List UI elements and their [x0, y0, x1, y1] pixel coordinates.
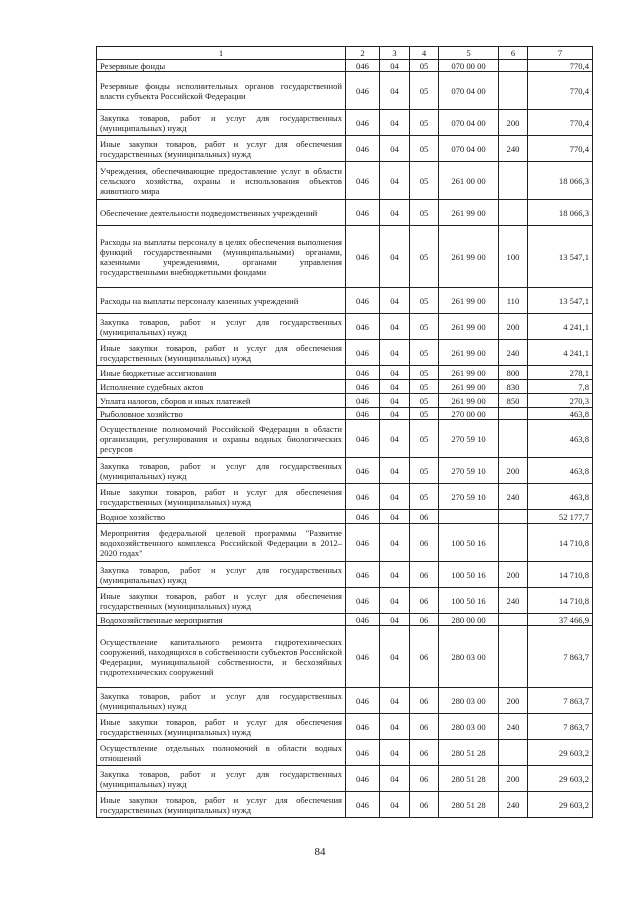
row-code-admin: 046	[346, 408, 380, 420]
row-name: Уплата налогов, сборов и иных платежей	[97, 394, 346, 408]
row-code-target: 270 59 10	[439, 484, 499, 510]
row-name: Закупка товаров, работ и услуг для государственных (муниципальных) нужд	[97, 458, 346, 484]
header-cell-4: 4	[410, 47, 439, 60]
table-row	[97, 740, 593, 766]
row-amount: 7 863,7	[528, 626, 593, 688]
row-code-expense-type: 200	[499, 110, 528, 136]
row-code-admin: 046	[346, 72, 380, 110]
row-code-expense-type: 110	[499, 288, 528, 314]
table-row	[97, 484, 593, 510]
row-code-subsection: 06	[410, 766, 439, 792]
document-page	[96, 46, 592, 818]
row-code-admin: 046	[346, 484, 380, 510]
row-amount: 770,4	[528, 136, 593, 162]
table-row	[97, 408, 593, 420]
row-code-subsection: 05	[410, 458, 439, 484]
row-code-target: 261 99 00	[439, 288, 499, 314]
row-code-admin: 046	[346, 766, 380, 792]
row-code-target: 261 99 00	[439, 314, 499, 340]
row-code-subsection: 05	[410, 484, 439, 510]
row-amount: 4 241,1	[528, 314, 593, 340]
row-code-section: 04	[380, 588, 410, 614]
table-row	[97, 380, 593, 394]
row-name: Иные закупки товаров, работ и услуг для обеспечения государственных (муниципальных) нужд	[97, 792, 346, 818]
row-code-subsection: 06	[410, 714, 439, 740]
row-code-subsection: 06	[410, 510, 439, 524]
row-code-admin: 046	[346, 366, 380, 380]
row-code-expense-type: 200	[499, 314, 528, 340]
row-code-subsection: 06	[410, 688, 439, 714]
row-name: Осуществление капитального ремонта гидротехнических сооружений, находящихся в собственности субъектов Российской Федерации, муниципальной собственности, и бесхозяйных гидротехнических сооружений	[97, 626, 346, 688]
row-code-subsection: 05	[410, 200, 439, 226]
row-name: Иные закупки товаров, работ и услуг для обеспечения государственных (муниципальных) нужд	[97, 340, 346, 366]
row-code-admin: 046	[346, 288, 380, 314]
table-row	[97, 288, 593, 314]
row-amount: 770,4	[528, 72, 593, 110]
table-row	[97, 366, 593, 380]
row-code-target: 280 00 00	[439, 614, 499, 626]
row-amount: 18 066,3	[528, 162, 593, 200]
table-row	[97, 110, 593, 136]
row-name: Закупка товаров, работ и услуг для государственных (муниципальных) нужд	[97, 562, 346, 588]
row-code-subsection: 06	[410, 588, 439, 614]
table-row	[97, 614, 593, 626]
row-code-target	[439, 510, 499, 524]
row-code-target: 280 51 28	[439, 766, 499, 792]
row-amount: 463,8	[528, 408, 593, 420]
row-name: Осуществление полномочий Российской Федерации в области организации, регулирования и охраны водных биологических ресурсов	[97, 420, 346, 458]
row-name: Резервные фонды исполнительных органов государственной власти субъекта Российской Федерации	[97, 72, 346, 110]
row-code-section: 04	[380, 314, 410, 340]
table-row	[97, 340, 593, 366]
row-code-admin: 046	[346, 588, 380, 614]
table-row	[97, 714, 593, 740]
row-code-expense-type	[499, 420, 528, 458]
row-amount: 52 177,7	[528, 510, 593, 524]
row-code-subsection: 05	[410, 380, 439, 394]
row-code-expense-type	[499, 510, 528, 524]
header-row	[97, 47, 593, 60]
table-row	[97, 72, 593, 110]
row-code-section: 04	[380, 766, 410, 792]
row-amount: 770,4	[528, 110, 593, 136]
row-name: Закупка товаров, работ и услуг для государственных (муниципальных) нужд	[97, 766, 346, 792]
row-code-expense-type	[499, 626, 528, 688]
row-code-admin: 046	[346, 340, 380, 366]
row-amount: 278,1	[528, 366, 593, 380]
row-name: Водное хозяйство	[97, 510, 346, 524]
row-code-subsection: 05	[410, 72, 439, 110]
row-code-expense-type	[499, 200, 528, 226]
row-code-section: 04	[380, 408, 410, 420]
row-code-target: 100 50 16	[439, 524, 499, 562]
row-code-expense-type	[499, 614, 528, 626]
row-name: Закупка товаров, работ и услуг для государственных (муниципальных) нужд	[97, 688, 346, 714]
row-code-target: 261 99 00	[439, 394, 499, 408]
row-code-section: 04	[380, 340, 410, 366]
row-code-expense-type: 830	[499, 380, 528, 394]
row-code-target: 261 99 00	[439, 340, 499, 366]
row-code-subsection: 05	[410, 288, 439, 314]
row-amount: 463,8	[528, 458, 593, 484]
row-amount: 29 603,2	[528, 792, 593, 818]
row-code-target: 280 03 00	[439, 714, 499, 740]
row-code-subsection: 05	[410, 314, 439, 340]
row-code-section: 04	[380, 524, 410, 562]
row-code-subsection: 05	[410, 226, 439, 288]
row-code-subsection: 05	[410, 162, 439, 200]
row-amount: 14 710,8	[528, 588, 593, 614]
row-code-section: 04	[380, 626, 410, 688]
row-code-subsection: 06	[410, 740, 439, 766]
row-code-admin: 046	[346, 562, 380, 588]
row-amount: 7 863,7	[528, 688, 593, 714]
row-code-target: 270 59 10	[439, 420, 499, 458]
table-row	[97, 226, 593, 288]
row-code-admin: 046	[346, 200, 380, 226]
row-code-expense-type: 240	[499, 484, 528, 510]
row-code-subsection: 06	[410, 626, 439, 688]
row-code-target: 100 50 16	[439, 562, 499, 588]
table-row	[97, 626, 593, 688]
row-code-subsection: 05	[410, 394, 439, 408]
row-amount: 7,8	[528, 380, 593, 394]
row-code-admin: 046	[346, 110, 380, 136]
row-name: Иные закупки товаров, работ и услуг для обеспечения государственных (муниципальных) нужд	[97, 484, 346, 510]
row-code-section: 04	[380, 688, 410, 714]
row-code-expense-type: 800	[499, 366, 528, 380]
row-code-section: 04	[380, 366, 410, 380]
row-code-target: 261 99 00	[439, 366, 499, 380]
row-amount: 270,3	[528, 394, 593, 408]
header-cell-7: 7	[528, 47, 593, 60]
row-name: Расходы на выплаты персоналу казенных учреждений	[97, 288, 346, 314]
row-code-subsection: 05	[410, 60, 439, 72]
row-code-admin: 046	[346, 314, 380, 340]
row-code-target: 070 04 00	[439, 110, 499, 136]
row-code-admin: 046	[346, 420, 380, 458]
row-name: Учреждения, обеспечивающие предоставление услуг в области сельского хозяйства, охраны и использования объектов животного мира	[97, 162, 346, 200]
row-code-admin: 046	[346, 394, 380, 408]
page-number: 84	[314, 846, 326, 858]
row-code-subsection: 06	[410, 792, 439, 818]
row-name: Иные закупки товаров, работ и услуг для обеспечения государственных (муниципальных) нужд	[97, 588, 346, 614]
row-code-section: 04	[380, 562, 410, 588]
table-row	[97, 60, 593, 72]
row-amount: 29 603,2	[528, 766, 593, 792]
row-code-section: 04	[380, 60, 410, 72]
table-row	[97, 792, 593, 818]
row-name: Закупка товаров, работ и услуг для государственных (муниципальных) нужд	[97, 314, 346, 340]
row-code-admin: 046	[346, 136, 380, 162]
row-code-admin: 046	[346, 792, 380, 818]
table-row	[97, 588, 593, 614]
row-code-target: 270 59 10	[439, 458, 499, 484]
row-name: Мероприятия федеральной целевой программы "Развитие водохозяйственного комплекса Российской Федерации в 2012–2020 годах"	[97, 524, 346, 562]
header-cell-2: 2	[346, 47, 380, 60]
row-code-target: 261 99 00	[439, 380, 499, 394]
row-code-section: 04	[380, 72, 410, 110]
row-code-admin: 046	[346, 510, 380, 524]
row-amount: 13 547,1	[528, 288, 593, 314]
row-code-section: 04	[380, 136, 410, 162]
table-row	[97, 200, 593, 226]
row-amount: 770,4	[528, 60, 593, 72]
row-code-admin: 046	[346, 714, 380, 740]
table-row	[97, 394, 593, 408]
row-code-expense-type	[499, 408, 528, 420]
row-amount: 13 547,1	[528, 226, 593, 288]
row-code-expense-type: 850	[499, 394, 528, 408]
row-code-admin: 046	[346, 458, 380, 484]
row-name: Расходы на выплаты персоналу в целях обеспечения выполнения функций государственными (муниципальными) органами, казенными учреждениями, органами управления государственными внебюджетными фондами	[97, 226, 346, 288]
row-amount: 37 466,9	[528, 614, 593, 626]
row-code-target: 261 99 00	[439, 200, 499, 226]
row-code-section: 04	[380, 714, 410, 740]
row-amount: 14 710,8	[528, 562, 593, 588]
row-code-expense-type	[499, 524, 528, 562]
table-row	[97, 688, 593, 714]
row-code-target: 070 00 00	[439, 60, 499, 72]
row-name: Рыболовное хозяйство	[97, 408, 346, 420]
row-code-subsection: 05	[410, 340, 439, 366]
table-body	[97, 60, 593, 818]
row-code-section: 04	[380, 226, 410, 288]
row-code-section: 04	[380, 458, 410, 484]
row-code-section: 04	[380, 162, 410, 200]
table-row	[97, 510, 593, 524]
row-code-target: 261 99 00	[439, 226, 499, 288]
row-code-subsection: 05	[410, 408, 439, 420]
row-name: Иные закупки товаров, работ и услуг для обеспечения государственных (муниципальных) нужд	[97, 136, 346, 162]
row-code-expense-type: 200	[499, 562, 528, 588]
row-code-admin: 046	[346, 226, 380, 288]
row-code-target: 070 04 00	[439, 136, 499, 162]
row-code-expense-type: 200	[499, 766, 528, 792]
row-name: Водохозяйственные мероприятия	[97, 614, 346, 626]
row-code-target: 280 51 28	[439, 740, 499, 766]
row-code-section: 04	[380, 380, 410, 394]
row-code-subsection: 05	[410, 136, 439, 162]
row-code-section: 04	[380, 510, 410, 524]
row-code-admin: 046	[346, 626, 380, 688]
row-code-section: 04	[380, 792, 410, 818]
row-code-section: 04	[380, 200, 410, 226]
row-code-section: 04	[380, 484, 410, 510]
row-code-expense-type: 240	[499, 136, 528, 162]
row-code-section: 04	[380, 110, 410, 136]
row-amount: 4 241,1	[528, 340, 593, 366]
row-name: Закупка товаров, работ и услуг для государственных (муниципальных) нужд	[97, 110, 346, 136]
row-code-admin: 046	[346, 60, 380, 72]
row-code-admin: 046	[346, 162, 380, 200]
row-amount: 14 710,8	[528, 524, 593, 562]
row-code-section: 04	[380, 740, 410, 766]
table-row	[97, 562, 593, 588]
header-cell-5: 5	[439, 47, 499, 60]
row-code-expense-type: 240	[499, 588, 528, 614]
row-code-subsection: 05	[410, 420, 439, 458]
row-code-target: 280 03 00	[439, 688, 499, 714]
row-code-target: 280 03 00	[439, 626, 499, 688]
table-row	[97, 420, 593, 458]
header-cell-6: 6	[499, 47, 528, 60]
row-code-section: 04	[380, 394, 410, 408]
budget-table	[96, 46, 593, 818]
row-code-subsection: 06	[410, 614, 439, 626]
row-code-expense-type: 200	[499, 458, 528, 484]
row-code-target: 280 51 28	[439, 792, 499, 818]
row-name: Резервные фонды	[97, 60, 346, 72]
row-name: Иные бюджетные ассигнования	[97, 366, 346, 380]
row-code-admin: 046	[346, 740, 380, 766]
row-code-subsection: 05	[410, 110, 439, 136]
row-name: Осуществление отдельных полномочий в области водных отношений	[97, 740, 346, 766]
row-name: Исполнение судебных актов	[97, 380, 346, 394]
row-code-target: 100 50 16	[439, 588, 499, 614]
row-amount: 7 863,7	[528, 714, 593, 740]
row-amount: 29 603,2	[528, 740, 593, 766]
row-code-subsection: 06	[410, 524, 439, 562]
table-row	[97, 458, 593, 484]
row-code-target: 270 00 00	[439, 408, 499, 420]
row-code-admin: 046	[346, 614, 380, 626]
row-code-section: 04	[380, 420, 410, 458]
row-code-expense-type: 200	[499, 688, 528, 714]
row-code-expense-type	[499, 60, 528, 72]
row-code-expense-type	[499, 740, 528, 766]
row-code-admin: 046	[346, 380, 380, 394]
table-row	[97, 766, 593, 792]
table-row	[97, 136, 593, 162]
row-name: Обеспечение деятельности подведомственных учреждений	[97, 200, 346, 226]
header-cell-3: 3	[380, 47, 410, 60]
table-header	[97, 47, 593, 60]
table-row	[97, 524, 593, 562]
header-cell-1: 1	[97, 47, 346, 60]
row-code-target: 070 04 00	[439, 72, 499, 110]
row-code-target: 261 00 00	[439, 162, 499, 200]
table-row	[97, 314, 593, 340]
row-code-expense-type: 240	[499, 714, 528, 740]
row-code-expense-type	[499, 162, 528, 200]
row-code-admin: 046	[346, 524, 380, 562]
row-code-subsection: 06	[410, 562, 439, 588]
row-code-expense-type: 240	[499, 340, 528, 366]
row-code-expense-type: 240	[499, 792, 528, 818]
row-code-admin: 046	[346, 688, 380, 714]
row-name: Иные закупки товаров, работ и услуг для обеспечения государственных (муниципальных) нужд	[97, 714, 346, 740]
row-amount: 463,8	[528, 420, 593, 458]
row-code-section: 04	[380, 288, 410, 314]
row-amount: 463,8	[528, 484, 593, 510]
row-code-expense-type: 100	[499, 226, 528, 288]
row-code-section: 04	[380, 614, 410, 626]
row-code-subsection: 05	[410, 366, 439, 380]
row-code-expense-type	[499, 72, 528, 110]
row-amount: 18 066,3	[528, 200, 593, 226]
table-row	[97, 162, 593, 200]
